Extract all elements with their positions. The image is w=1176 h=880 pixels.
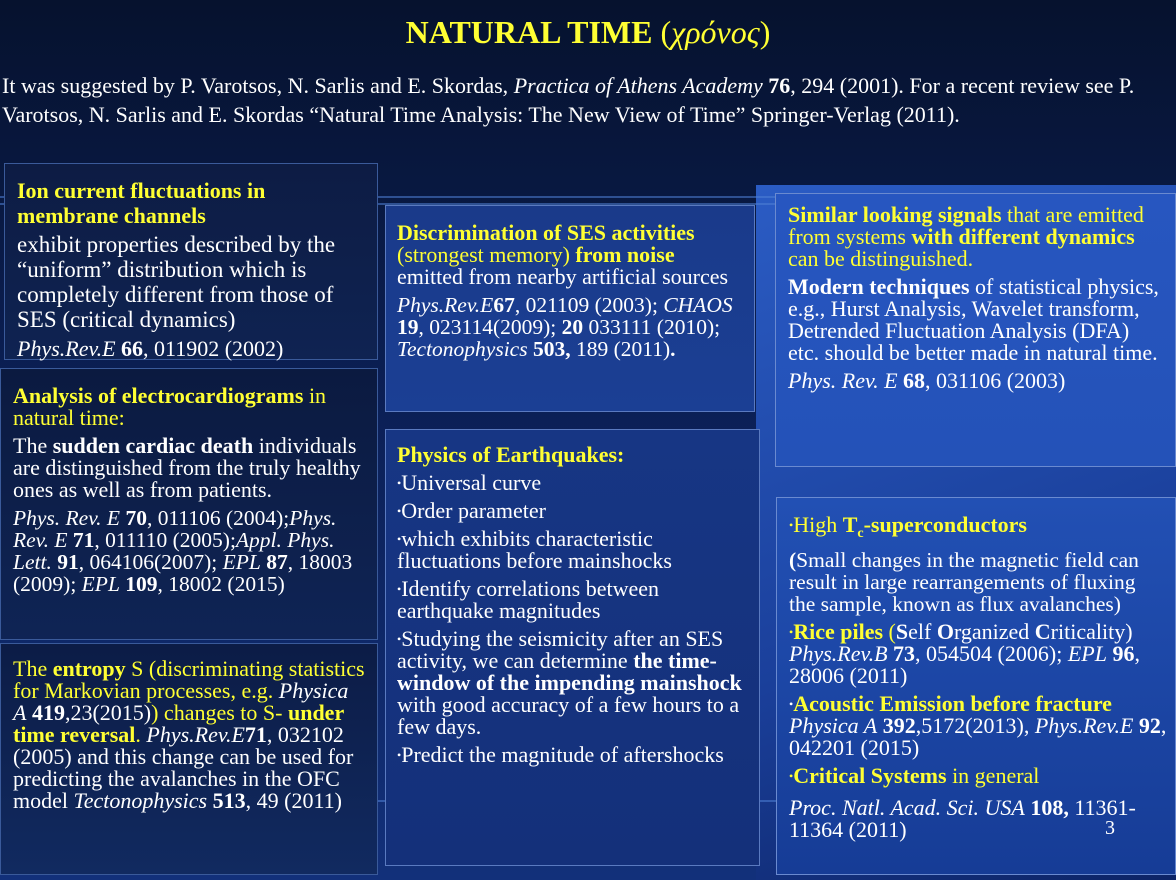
list-item: •Studying the seismicity after an SES activity, we can determine the time-window of the impending mainshock with good accuracy of a few hours to a few days. [397, 626, 742, 739]
ion-heading: Ion current fluctuations in membrane channels [17, 178, 266, 228]
superconductors-heading: •High $T_c$-superconductors [789, 512, 1027, 541]
list-item: •Order parameter [397, 498, 546, 523]
slide-title: NATURAL TIME (χρόνος) [405, 14, 771, 50]
ses-references: Phys.Rev.E67, 021109 (2003); CHAOS 19, 023114(2009); 20 033111 (2010); Tectonophysics 503, 189 (2011). [397, 293, 733, 361]
ion-reference: Phys.Rev.E 66, 011902 (2002) [17, 336, 284, 361]
entropy-text: The entropy S (discriminating statistics for Markovian processes, e.g. Physica A 419,23(2015)) changes to S- under time reversal. Phys.Rev.E71, 032102 (2005) and this change can be used for predicting the avalanches in the OFC model Tectonophysics 513, 49 (2011) [13, 656, 365, 813]
list-item: •Identify correlations between earthquake magnitudes [397, 576, 659, 623]
similar-text: Similar looking signals that are emitted from systems with different dynamics can be distinguished. [788, 202, 1144, 271]
superconductors-body: (Small changes in the magnetic field can result in large rearrangements of fluxing the sample, known as flux avalanches) [789, 548, 1139, 616]
ses-discrimination-box [385, 205, 755, 412]
intro-paragraph: It was suggested by P. Varotsos, N. Sarlis and E. Skordas, Practica of Athens Academy 76, 294 (2001). For a recent review see P. Varotsos, N. Sarlis and E. Skordas “Natural Time Analysis: The New View of Time” Springer-Verlag (2011). [2, 73, 1135, 127]
list-item: •Predict the magnitude of aftershocks [397, 742, 724, 767]
page-number: 3 [1105, 817, 1115, 839]
entropy-box [0, 643, 378, 875]
ecg-box [0, 368, 378, 640]
similar-signals-box [775, 193, 1176, 467]
earthquakes-heading: Physics of Earthquakes: [397, 442, 625, 467]
ecg-body: The sudden cardiac death individuals are distinguished from the truly healthy ones as well as from patients. [13, 433, 361, 502]
ion-channels-box [4, 163, 378, 360]
acoustic-emission-item: •Acoustic Emission before fracture Physica A 392,5172(2013), Phys.Rev.E 92, 042201 (2015) [789, 691, 1167, 760]
ecg-references: Phys. Rev. E 70, 011106 (2004);Phys. Rev. E 71, 011110 (2005);Appl. Phys. Lett. 91, 064106(2007); EPL 87, 18003 (2009); EPL 109, 18002 (2015) [13, 506, 353, 596]
list-item: •Universal curve [397, 470, 542, 495]
ion-body: exhibit properties described by the “uniform” distribution which is completely different from those of SES (critical dynamics) [17, 232, 336, 332]
pnas-reference: Proc. Natl. Acad. Sci. USA 108, 11361-11364 (2011) [789, 795, 1136, 842]
list-item: •which exhibits characteristic fluctuations before mainshocks [397, 526, 672, 573]
techniques-text: Modern techniques of statistical physics, e.g., Hurst Analysis, Wavelet transform, Detrended Fluctuation Analysis (DFA) etc. should be better made in natural time. [788, 274, 1159, 365]
critical-systems-box [776, 497, 1176, 875]
critical-systems-item: •Critical Systems in general [789, 763, 1040, 788]
ecg-heading: Analysis of electrocardiograms in natural time: [13, 383, 327, 430]
ses-text: Discrimination of SES activities (strongest memory) from noise emitted from nearby artificial sources [397, 220, 729, 289]
rice-piles-item: •Rice piles (Self Organized Criticality) Phys.Rev.B 73, 054504 (2006); EPL 96, 28006 (2011) [789, 619, 1140, 688]
earthquakes-box [385, 429, 760, 866]
similar-reference: Phys. Rev. E 68, 031106 (2003) [788, 368, 1066, 393]
